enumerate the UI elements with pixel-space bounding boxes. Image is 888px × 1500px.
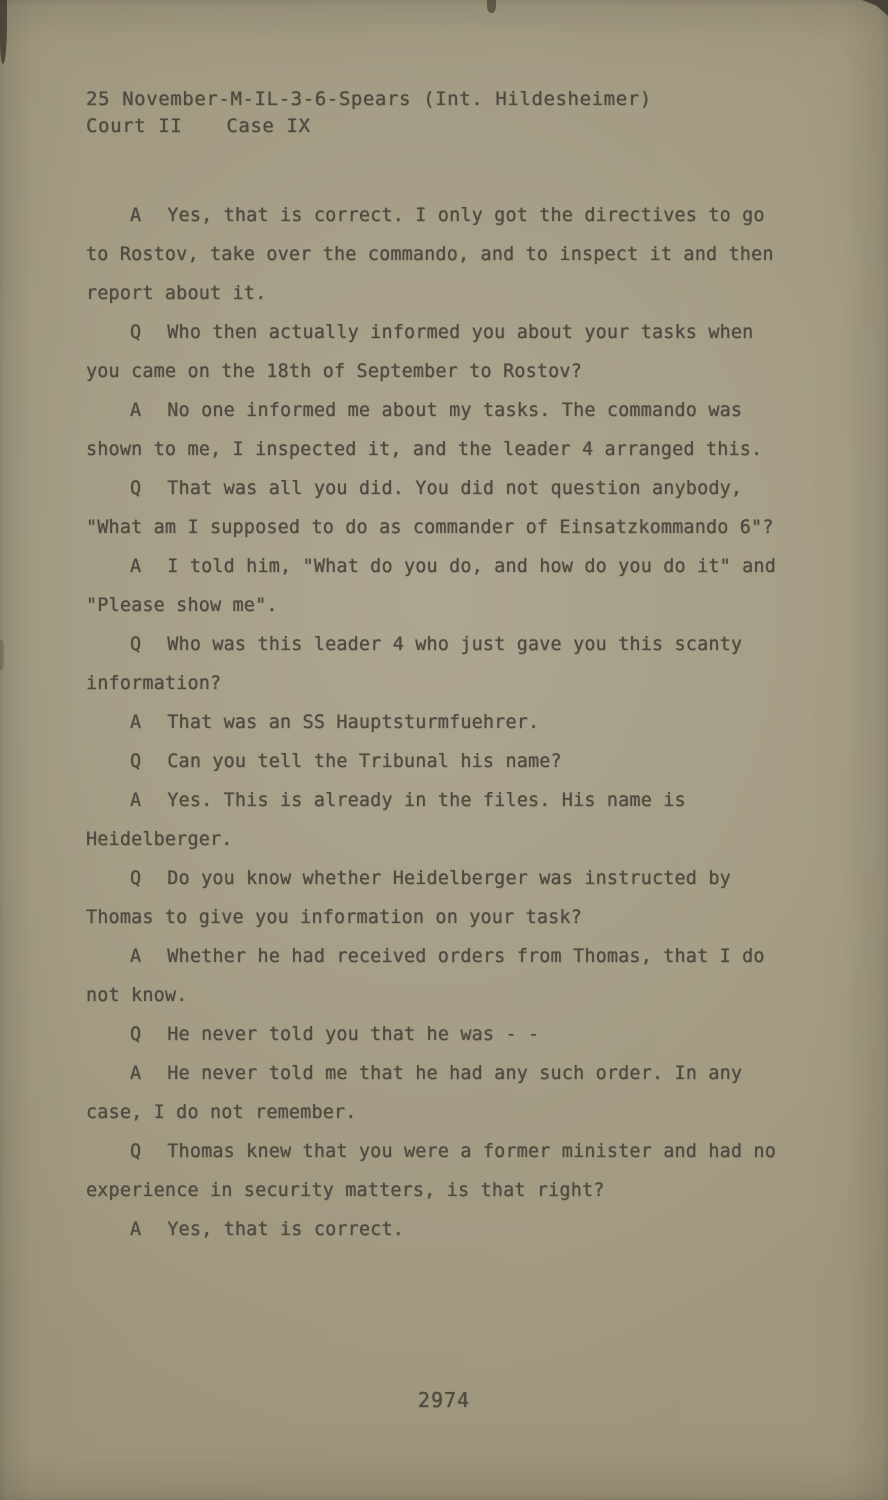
header-reference: 25 November-M-IL-3-6-Spears (Int. Hildesheimer): [86, 88, 652, 110]
paragraph-text: Do you know whether Heidelberger was instructed by Thomas to give you information on your task?: [86, 868, 731, 928]
paragraph-text: Thomas knew that you were a former minister and had no experience in security matters, is that right?: [86, 1141, 776, 1201]
paragraph-text: Yes, that is correct. I only got the directives to go to Rostov, take over the commando, and to inspect it and then report about it.: [86, 205, 774, 304]
paragraph-text: Can you tell the Tribunal his name?: [167, 751, 562, 772]
transcript-paragraph: [86, 196, 786, 313]
speaker-label: Q: [130, 868, 142, 889]
transcript-paragraph: [86, 391, 786, 469]
page-number: 2974: [417, 1388, 471, 1412]
paragraph-text: That was an SS Hauptsturmfuehrer.: [167, 712, 540, 733]
paragraph-text: That was all you did. You did not question anybody, "What am I supposed to do as commander of Einsatzkommando 6"?: [86, 478, 774, 538]
transcript-paragraph: [86, 1015, 786, 1054]
paragraph-text: Yes. This is already in the files. His name is Heidelberger.: [86, 790, 686, 850]
scan-artifact-top-center: [487, 0, 496, 13]
paragraph-text: Who was this leader 4 who just gave you this scanty information?: [86, 634, 743, 694]
transcript-paragraph: [86, 313, 786, 391]
paragraph-text: Who then actually informed you about your tasks when you came on the 18th of September to Rostov?: [86, 322, 754, 382]
header-court-case: [86, 113, 652, 140]
transcript-paragraph: [86, 469, 786, 547]
speaker-label: A: [130, 790, 142, 811]
speaker-label: Q: [130, 478, 142, 499]
transcript-paragraph: [86, 742, 786, 781]
speaker-label: A: [130, 400, 142, 421]
paragraph-text: He never told me that he had any such order. In any case, I do not remember.: [86, 1063, 743, 1123]
speaker-label: A: [130, 205, 142, 226]
speaker-label: Q: [130, 1141, 142, 1162]
transcript-paragraph: [86, 625, 786, 703]
speaker-label: Q: [130, 634, 142, 655]
speaker-label: A: [130, 712, 142, 733]
speaker-label: A: [130, 946, 142, 967]
speaker-label: A: [130, 556, 142, 577]
speaker-label: Q: [130, 322, 142, 343]
speaker-label: A: [130, 1063, 142, 1084]
transcript-paragraph: [86, 1054, 786, 1132]
paragraph-text: I told him, "What do you do, and how do you do it" and "Please show me".: [86, 556, 776, 616]
header-case: Case IX: [226, 115, 311, 137]
scan-artifact-left-mid: [0, 640, 4, 670]
transcript-paragraph: [86, 1210, 786, 1249]
transcript-paragraph: [86, 1132, 786, 1210]
paragraph-text: Whether he had received orders from Thomas, that I do not know.: [86, 946, 765, 1006]
transcript-paragraph: [86, 937, 786, 1015]
paragraph-text: Yes, that is correct.: [167, 1219, 404, 1240]
speaker-label: Q: [130, 1024, 142, 1045]
transcript-paragraph: [86, 547, 786, 625]
paragraph-text: He never told you that he was - -: [167, 1024, 540, 1045]
transcript-paragraph: [86, 781, 786, 859]
speaker-label: A: [130, 1219, 142, 1240]
transcript-paragraph: [86, 703, 786, 742]
scan-artifact-top-left: [0, 0, 7, 64]
transcript-paragraph: [86, 859, 786, 937]
speaker-label: Q: [130, 751, 142, 772]
header-court: Court II: [86, 115, 183, 137]
paragraph-text: No one informed me about my tasks. The commando was shown to me, I inspected it, and the leader 4 arranged this.: [86, 400, 763, 460]
scan-artifact-top-right: [862, 0, 888, 16]
document-header: [86, 86, 652, 140]
transcript-body: [86, 196, 786, 1249]
